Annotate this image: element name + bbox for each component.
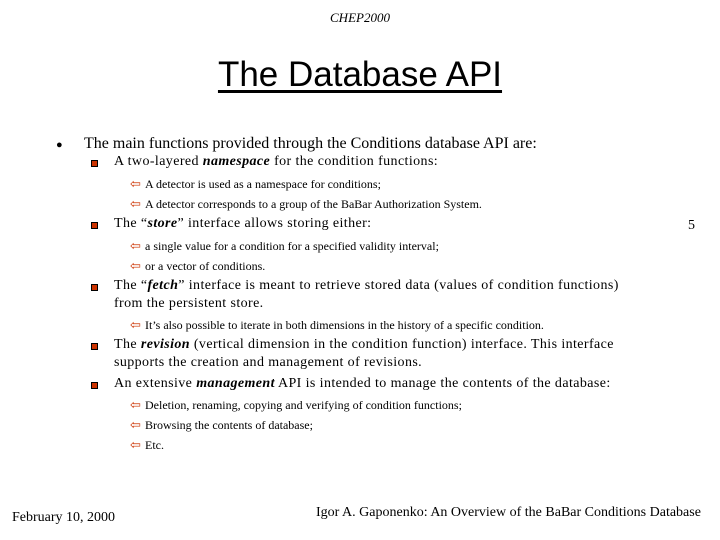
item-text: for the condition functions: xyxy=(270,154,439,169)
bullet-square-icon xyxy=(91,160,98,167)
item-emphasis: fetch xyxy=(147,278,179,293)
footer-author: Igor A. Gaponenko: An Overview of the BaBar Conditions Database xyxy=(316,505,701,520)
item-continuation: supports the creation and management of revisions. xyxy=(114,355,423,370)
bullet-square-icon xyxy=(91,382,98,389)
item-emphasis: revision xyxy=(140,337,190,352)
arrow-left-icon: ⇦ xyxy=(130,438,141,453)
slide-title: The Database API xyxy=(217,55,503,94)
item-text: The “ xyxy=(114,278,148,293)
item-management xyxy=(114,376,611,392)
conference-header: CHEP2000 xyxy=(330,10,390,25)
arrow-left-icon: ⇦ xyxy=(130,197,141,212)
item-text: A two-layered xyxy=(114,154,203,169)
subitem: A detector corresponds to a group of the BaBar Authorization System. xyxy=(145,197,482,211)
item-revision xyxy=(114,337,614,353)
arrow-left-icon: ⇦ xyxy=(130,177,141,192)
item-store xyxy=(114,216,371,232)
item-emphasis: store xyxy=(147,216,178,231)
intro-text: The main functions provided through the Conditions database API are: xyxy=(84,135,537,152)
subitem: It’s also possible to iterate in both dimensions in the history of a specific condition. xyxy=(145,318,544,332)
subitem: or a vector of conditions. xyxy=(145,259,266,273)
item-text: (vertical dimension in the condition function) interface. This interface xyxy=(189,337,614,352)
item-text: An extensive xyxy=(114,376,197,391)
bullet-square-icon xyxy=(91,343,98,350)
item-text: The “ xyxy=(114,216,148,231)
item-namespace xyxy=(114,154,438,170)
item-continuation: from the persistent store. xyxy=(114,296,264,311)
item-fetch xyxy=(114,278,619,294)
footer-date: February 10, 2000 xyxy=(12,510,116,525)
subitem: Browsing the contents of database; xyxy=(145,418,313,432)
subitem: Etc. xyxy=(145,438,164,452)
bullet-dot-icon: ● xyxy=(56,139,63,151)
arrow-left-icon: ⇦ xyxy=(130,398,141,413)
arrow-left-icon: ⇦ xyxy=(130,259,141,274)
subitem: Deletion, renaming, copying and verifying of condition functions; xyxy=(145,398,462,412)
subitem: a single value for a condition for a specified validity interval; xyxy=(145,239,439,253)
item-text: API is intended to manage the contents of the database: xyxy=(274,376,611,391)
page-number: 5 xyxy=(688,218,695,233)
arrow-left-icon: ⇦ xyxy=(130,239,141,254)
bullet-square-icon xyxy=(91,284,98,291)
item-emphasis: namespace xyxy=(202,154,271,169)
item-text: The xyxy=(114,337,141,352)
arrow-left-icon: ⇦ xyxy=(130,318,141,333)
subitem: A detector is used as a namespace for conditions; xyxy=(145,177,381,191)
item-text: ” interface is meant to retrieve stored data (values of condition functions) xyxy=(178,278,619,293)
item-text: ” interface allows storing either: xyxy=(177,216,372,231)
arrow-left-icon: ⇦ xyxy=(130,418,141,433)
item-emphasis: management xyxy=(196,376,275,391)
bullet-square-icon xyxy=(91,222,98,229)
